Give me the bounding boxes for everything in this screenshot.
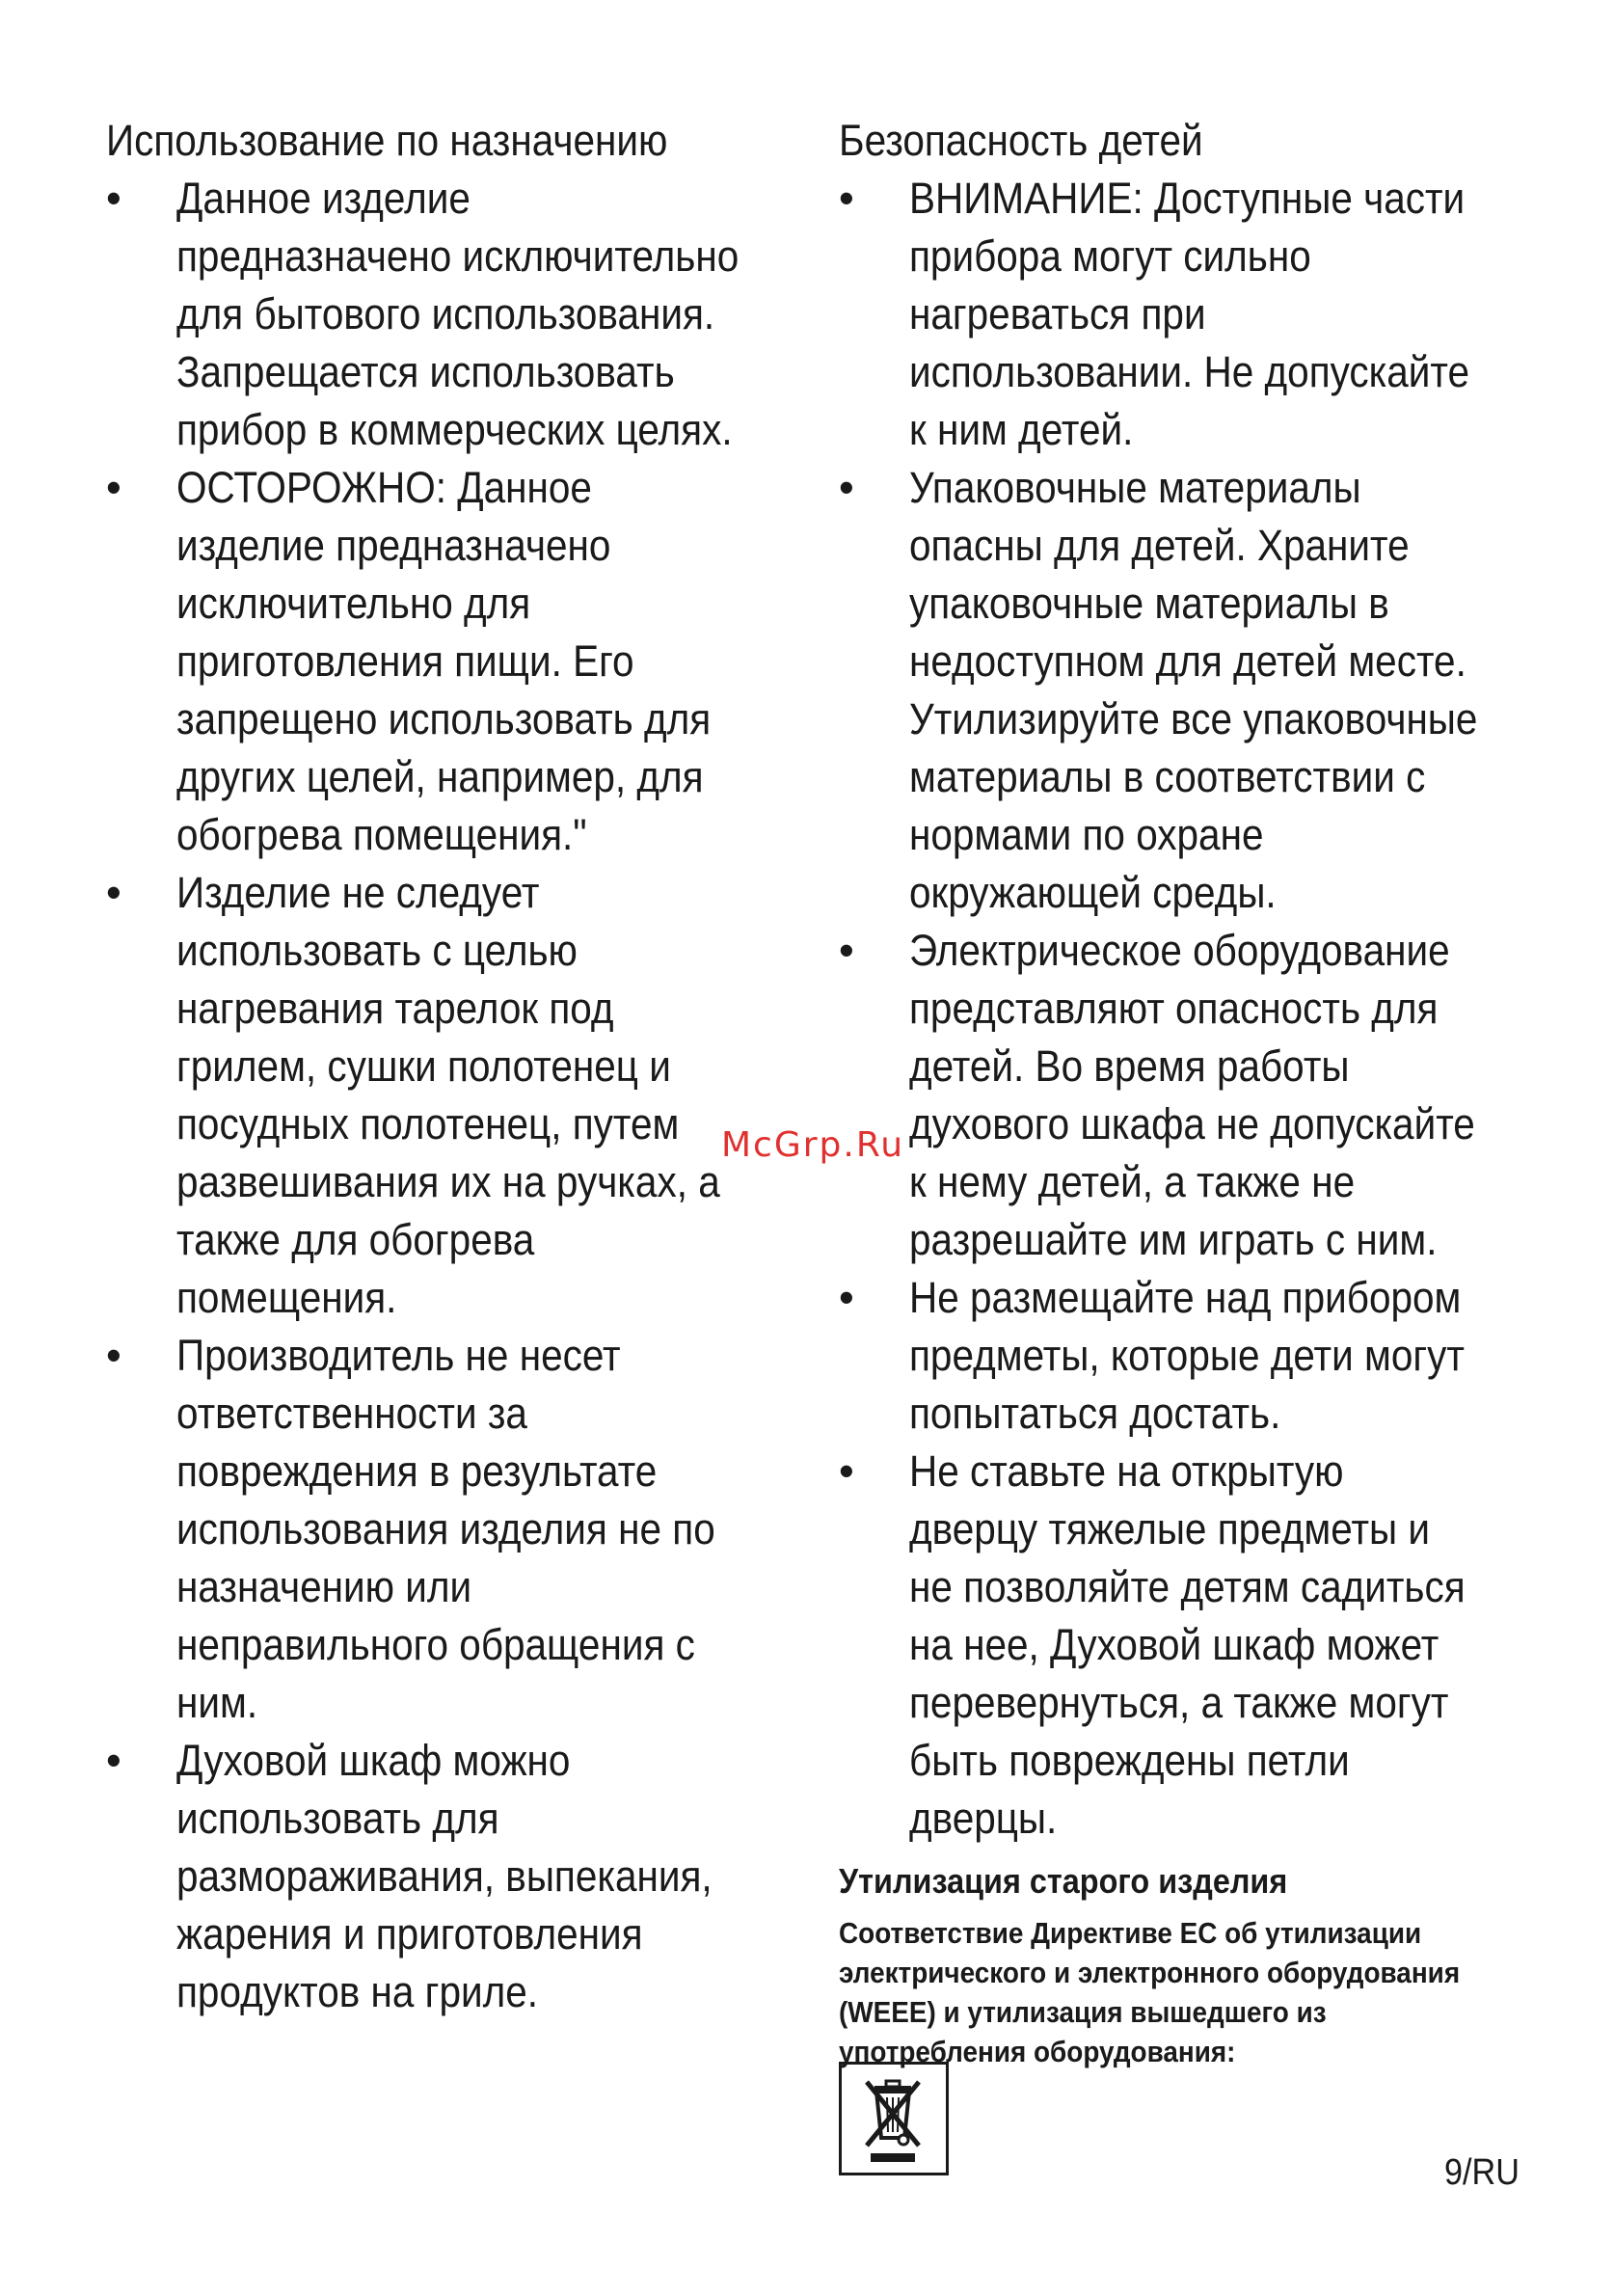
weee-subtitle-line: электрического и электронного оборудования: [839, 1956, 1461, 1989]
intended-use-list: [106, 170, 839, 2021]
list-item-line: нагревания тарелок под: [176, 984, 614, 1033]
list-item-line: использования изделия не по: [176, 1504, 715, 1553]
child-safety-heading: Безопасность детей: [839, 116, 1203, 165]
list-item-line: использовать для: [176, 1794, 499, 1843]
bullet-icon: •: [106, 1736, 121, 1785]
list-item-line: изделие предназначено: [176, 521, 611, 570]
list-item: [839, 1443, 1533, 1848]
list-item-line: Утилизируйте все упаковочные: [909, 694, 1478, 743]
list-item-line: Упаковочные материалы: [909, 463, 1361, 512]
list-item-line: Данное изделие: [176, 174, 471, 223]
bullet-icon: •: [106, 1331, 121, 1380]
list-item: [839, 1269, 1533, 1443]
list-item-line: недоступном для детей месте.: [909, 636, 1466, 686]
list-item-line: разрешайте им играть с ним.: [909, 1215, 1438, 1264]
list-item-line: обогрева помещения.": [176, 810, 587, 859]
bullet-icon: •: [839, 1273, 854, 1322]
list-item-line: развешивания их на ручках, а: [176, 1157, 720, 1206]
list-item-line: ответственности за: [176, 1389, 527, 1438]
list-item-line: запрещено использовать для: [176, 694, 712, 743]
child-safety-list: [839, 170, 1533, 1848]
list-item-line: на нее, Духовой шкаф может: [909, 1620, 1439, 1669]
list-item-line: помещения.: [176, 1273, 397, 1322]
list-item-line: приготовления пищи. Его: [176, 636, 634, 686]
list-item-line: детей. Во время работы: [909, 1041, 1350, 1091]
list-item-line: окружающей среды.: [909, 868, 1277, 917]
list-item-line: духового шкафа не допускайте: [909, 1099, 1475, 1148]
list-item: [106, 170, 839, 459]
list-item-line: продуктов на гриле.: [176, 1967, 539, 2016]
list-item-line: Духовой шкаф можно: [176, 1736, 571, 1785]
list-item-line: исключительно для: [176, 579, 531, 628]
list-item-line: предназначено исключительно: [176, 231, 740, 281]
list-item-line: прибора могут сильно: [909, 231, 1311, 281]
list-item: [106, 459, 839, 864]
list-item-line: размораживания, выпекания,: [176, 1851, 713, 1901]
list-item-line: нагреваться при: [909, 289, 1206, 338]
list-item-line: Запрещается использовать: [176, 347, 675, 396]
list-item-line: ВНИМАНИЕ: Доступные части: [909, 174, 1466, 223]
bullet-icon: •: [839, 926, 854, 975]
list-item-line: представляют опасность для: [909, 984, 1439, 1033]
weee-subtitle: [839, 1913, 1533, 2071]
disposal-section-title: Утилизация старого изделия: [839, 1861, 1288, 1901]
list-item: [106, 864, 839, 1327]
list-item-line: дверцу тяжелые предметы и: [909, 1504, 1430, 1553]
crossed-out-wheelie-bin-icon: [839, 2062, 949, 2175]
weee-subtitle-line: (WEEE) и утилизация вышедшего из: [839, 1995, 1327, 2029]
list-item-line: к ним детей.: [909, 405, 1134, 454]
list-item: [839, 459, 1533, 922]
list-item-line: материалы в соответствии с: [909, 752, 1426, 801]
watermark: McGrp.Ru: [721, 1125, 905, 1165]
list-item-line: грилем, сушки полотенец и: [176, 1041, 671, 1091]
list-item-line: прибор в коммерческих целях.: [176, 405, 733, 454]
bullet-icon: •: [106, 174, 121, 223]
list-item-line: Не ставьте на открытую: [909, 1446, 1344, 1496]
list-item-line: опасны для детей. Храните: [909, 521, 1410, 570]
bullet-icon: •: [106, 868, 121, 917]
list-item-line: повреждения в результате: [176, 1446, 658, 1496]
list-item-line: также для обогрева: [176, 1215, 535, 1264]
intended-use-heading: Использование по назначению: [106, 116, 668, 165]
list-item-line: нормами по охране: [909, 810, 1264, 859]
wheelie-bin-svg: [842, 2065, 946, 2173]
weee-subtitle-line: употребления оборудования:: [839, 2035, 1236, 2068]
list-item-line: быть повреждены петли: [909, 1736, 1350, 1785]
right-column: [839, 112, 1533, 2071]
list-item-line: назначению или: [176, 1562, 472, 1611]
list-item-line: ним.: [176, 1678, 258, 1727]
page-number: 9/RU: [1444, 2152, 1520, 2193]
bullet-icon: •: [106, 463, 121, 512]
list-item-line: предметы, которые дети могут: [909, 1331, 1465, 1380]
list-item-line: Изделие не следует: [176, 868, 540, 917]
list-item-line: перевернуться, а также могут: [909, 1678, 1449, 1727]
weee-subtitle-line: Соответствие Директиве ЕС об утилизации: [839, 1916, 1422, 1950]
list-item: [106, 1327, 839, 1732]
list-item-line: ОСТОРОЖНО: Данное: [176, 463, 592, 512]
list-item-line: Не размещайте над прибором: [909, 1273, 1462, 1322]
bullet-icon: •: [839, 463, 854, 512]
left-column: [106, 112, 839, 2021]
list-item: [839, 170, 1533, 459]
list-item: [106, 1732, 839, 2021]
list-item-line: Производитель не несет: [176, 1331, 621, 1380]
list-item-line: для бытового использования.: [176, 289, 715, 338]
list-item-line: других целей, например, для: [176, 752, 704, 801]
list-item-line: посудных полотенец, путем: [176, 1099, 680, 1148]
list-item-line: не позволяйте детям садиться: [909, 1562, 1466, 1611]
list-item-line: к нему детей, а также не: [909, 1157, 1356, 1206]
bullet-icon: •: [839, 1446, 854, 1496]
list-item: [839, 922, 1533, 1269]
bullet-icon: •: [839, 174, 854, 223]
list-item-line: использовании. Не допускайте: [909, 347, 1470, 396]
list-item-line: Электрическое оборудование: [909, 926, 1450, 975]
list-item-line: попытаться достать.: [909, 1389, 1281, 1438]
list-item-line: жарения и приготовления: [176, 1909, 643, 1958]
list-item-line: упаковочные материалы в: [909, 579, 1389, 628]
list-item-line: дверцы.: [909, 1794, 1058, 1843]
list-item-line: использовать с целью: [176, 926, 578, 975]
list-item-line: неправильного обращения с: [176, 1620, 695, 1669]
